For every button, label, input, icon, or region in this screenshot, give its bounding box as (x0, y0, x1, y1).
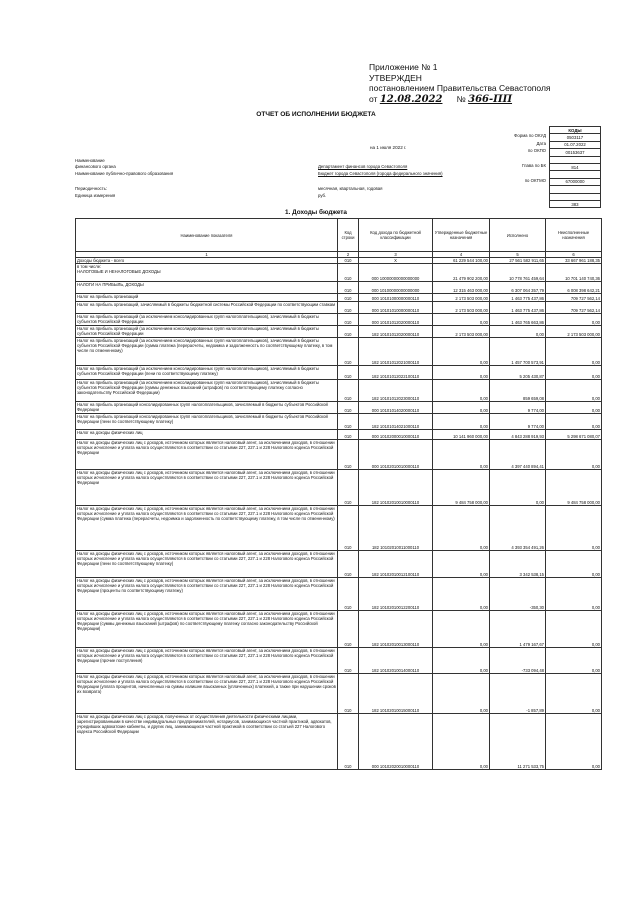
row-name: Налог на доходы физических лиц с доходов, источником которых является налоговый агент, за исключением доходов, в отношении которых исчисление и уплата налога осуществляются в соответствии со статьями 227, 227.1 и 228 Налогового кодекса Российской Федерации (проценты по соответствующему платежу) (76, 578, 338, 611)
row-kbk: 182 10102010015000110 (359, 674, 433, 714)
row-approved: 0,00 (433, 648, 490, 674)
code-value: 01.07.2022 (550, 141, 601, 148)
row-name: Налог на доходы физических лиц с доходов, источником которых является налоговый агент, за исключением доходов, в отношении которых исчисление и уплата налога осуществляются в соответствии со статьями 227, 227.1 и 228 Налогового кодекса Российской Федерации (76, 470, 338, 506)
row-unexecuted: 0,00 (546, 338, 602, 366)
table-row (76, 414, 602, 430)
row-kbk: 000 10102020010000110 (359, 714, 433, 770)
row-kbk: 182 10101012020000110 (359, 326, 433, 338)
row-code: 010 (338, 264, 359, 282)
section-title: 1. Доходы бюджета (285, 209, 347, 216)
col-number: 3 (359, 252, 433, 258)
code-label: Дата (536, 140, 546, 146)
row-name: Налог на прибыль организаций (за исключением консолидированных групп налогоплательщиков), зачисляемый в бюджеты субъектов Российской Федерации (суммы денежных взысканий (штрафов) по соответствующему платежу согласно законодательству Российской Федерации) (76, 380, 338, 402)
row-executed: -733 094,48 (490, 648, 546, 674)
row-kbk: 000 10101014020000110 (359, 402, 433, 414)
row-name: Налог на доходы физических лиц с доходов, источником которых является налоговый агент, за исключением доходов, в отношении которых исчисление и уплата налога осуществляются в соответствии со статьями 227, 227.1 и 228 Налогового кодекса Российской Федерации (уплата процентов, начисленных на суммы излишне взысканных (уплаченных) платежей, а также при нарушении сроков их возврата) (76, 674, 338, 714)
row-unexecuted: 0,00 (546, 648, 602, 674)
row-name: Налог на прибыль организаций (за исключением консолидированных групп налогоплательщиков), зачисляемый в бюджеты субъектов Российской Федерации (сумма платежа (перерасчеты, недоимка и задолженность по соответствующему платежу, в том числе по отмененному) (76, 338, 338, 366)
table-row (76, 338, 602, 366)
row-code: 010 (338, 414, 359, 430)
row-unexecuted: 0,00 (546, 506, 602, 551)
table-row (76, 674, 602, 714)
row-code: 010 (338, 648, 359, 674)
table-row (76, 326, 602, 338)
from-prefix: от (369, 93, 378, 104)
row-approved: 10 141 960 000,00 (433, 430, 490, 440)
table-row (76, 714, 602, 770)
row-code: 010 (338, 714, 359, 770)
row-name: Налог на прибыль организаций (76, 294, 338, 302)
row-code: 010 (338, 402, 359, 414)
row-unexecuted: 709 727 562,14 (546, 294, 602, 302)
col-header-kbk: Код дохода по бюджетной классификации (359, 219, 433, 252)
row-executed: 1 479 167,67 (490, 611, 546, 648)
row-approved: 0,00 (433, 611, 490, 648)
table-row (76, 440, 602, 470)
periodicity-label: Периодичность: (75, 186, 108, 191)
row-name: Доходы бюджета - всего (76, 258, 338, 264)
row-approved: 0,00 (433, 414, 490, 430)
row-name: Налог на прибыль организаций, зачисляемый в бюджеты бюджетной системы Российской Федерации по соответствующим ставкам (76, 302, 338, 314)
row-approved: 0,00 (433, 314, 490, 326)
row-code: 010 (338, 470, 359, 506)
row-unexecuted: 0,00 (546, 551, 602, 578)
approval-block (369, 62, 551, 105)
fin-org-value: Департамент финансов города Севастополя (318, 164, 408, 169)
code-value (550, 186, 601, 193)
row-executed: 5 205 430,87 (490, 366, 546, 380)
table-row (76, 402, 602, 414)
row-unexecuted: 0,00 (546, 380, 602, 402)
row-unexecuted: 10 701 140 740,36 (546, 264, 602, 282)
unit-label: Единица измерения (75, 193, 116, 198)
row-unexecuted: 5 298 671 080,07 (546, 430, 602, 440)
row-unexecuted: 0,00 (546, 714, 602, 770)
table-row (76, 551, 602, 578)
row-approved: 2 173 503 000,00 (433, 302, 490, 314)
row-executed: -350,30 (490, 578, 546, 611)
code-label: Форма по ОКУД (514, 133, 546, 139)
row-executed: 11 271 533,75 (490, 714, 546, 770)
row-name: Налог на доходы физических лиц с доходов, источником которых является налоговый агент, за исключением доходов, в отношении которых исчисление и уплата налога осуществляются в соответствии со статьями 227, 227.1 и 228 Налогового кодекса Российской Федерации (суммы денежных взысканий (штрафов) по соответствующему платежу согласно законодательству Российской Федерации) (76, 611, 338, 648)
row-unexecuted: 6 008 398 642,21 (546, 282, 602, 294)
row-unexecuted: 0,00 (546, 674, 602, 714)
row-name: Налог на доходы физических лиц с доходов, источником которых является налоговый агент, за исключением доходов, в отношении которых исчисление и уплата налога осуществляются в соответствии со статьями 227, 227.1 и 228 Налогового кодекса Российской Федерации (сумма платежа (перерасчеты, недоимка и задолженность по соответствующему платежу, в том числе по отмененному) (76, 506, 338, 551)
row-code: 010 (338, 506, 359, 551)
periodicity-value: месячная, квартальная, годовая (318, 186, 383, 191)
row-code: 010 (338, 326, 359, 338)
row-approved: 0,00 (433, 338, 490, 366)
row-code: 010 (338, 611, 359, 648)
row-unexecuted: 0,00 (546, 578, 602, 611)
table-row (76, 611, 602, 648)
table-row (76, 430, 602, 440)
row-executed: 1 457 700 573,91 (490, 338, 546, 366)
report-title: ОТЧЕТ ОБ ИСПОЛНЕНИИ БЮДЖЕТА (256, 111, 376, 118)
budget-value: Бюджет города Севастополя (города федерального значения) (318, 171, 443, 176)
code-value: 00153637 (550, 149, 601, 156)
row-approved: 61 229 544 100,00 (433, 258, 490, 264)
row-approved: 2 173 503 000,00 (433, 294, 490, 302)
row-approved: 9 484 758 000,00 (433, 470, 490, 506)
row-kbk: 182 10102010013000110 (359, 611, 433, 648)
row-kbk: 000 10100000000000000 (359, 282, 433, 294)
row-executed: 9 774,00 (490, 414, 546, 430)
code-value: 814 (550, 163, 601, 170)
row-unexecuted: 9 484 758 000,00 (546, 470, 602, 506)
row-name: Налог на доходы физических лиц с доходов, источником которых является налоговый агент, за исключением доходов, в отношении которых исчисление и уплата налога осуществляются в соответствии со статьями 227, 227.1 и 228 Налогового кодекса Российской Федерации (прочие поступления) (76, 648, 338, 674)
decree-date-line (369, 94, 551, 106)
col-header-approved: Утвержденные бюджетные назначения (433, 219, 490, 252)
number-prefix: № (456, 93, 466, 104)
row-approved: 0,00 (433, 506, 490, 551)
col-number: 6 (546, 252, 602, 258)
row-kbk: 182 10102010010000110 (359, 470, 433, 506)
col-header-executed: Исполнено (490, 219, 546, 252)
row-executed: 4 397 440 894,41 (490, 440, 546, 470)
code-label: по ОКТМО (524, 177, 546, 183)
appendix-label: Приложение № 1 (369, 62, 438, 72)
row-executed: 27 561 582 911,65 (490, 258, 546, 264)
table-row (76, 282, 602, 294)
fin-org-label-1: Наименование (75, 158, 105, 163)
table-row (76, 302, 602, 314)
income-table (75, 218, 602, 770)
row-code: 010 (338, 338, 359, 366)
row-kbk: 182 10101014021000110 (359, 414, 433, 430)
row-name: Налог на прибыль организаций (за исключением консолидированных групп налогоплательщиков), зачисляемый в бюджеты субъектов Российской Федерации (76, 314, 338, 326)
code-value: 0503117 (550, 134, 601, 141)
row-executed: 1 463 765 663,86 (490, 314, 546, 326)
row-name: Налог на прибыль организаций (за исключением консолидированных групп налогоплательщиков), зачисляемый в бюджеты субъектов Российской Федерации (76, 326, 338, 338)
row-approved: 0,00 (433, 551, 490, 578)
col-number: 5 (490, 252, 546, 258)
budget-label: Наименование публично-правового образования (75, 171, 174, 176)
row-approved: 0,00 (433, 440, 490, 470)
row-name: Налог на доходы физических лиц с доходов, источником которых является налоговый агент, за исключением доходов, в отношении которых исчисление и уплата налога осуществляются в соответствии со статьями 227, 227.1 и 228 Налогового кодекса Российской Федерации (76, 440, 338, 470)
approved-label: УТВЕРЖДЕН (369, 72, 422, 83)
table-row (76, 648, 602, 674)
table-row (76, 506, 602, 551)
row-approved: 0,00 (433, 674, 490, 714)
row-executed: 4 843 288 919,93 (490, 430, 546, 440)
row-name: НАЛОГИ НА ПРИБЫЛЬ, ДОХОДЫ (76, 282, 338, 294)
table-row (76, 578, 602, 611)
row-name: Налог на доходы физических лиц (76, 430, 338, 440)
row-executed: 9 774,00 (490, 402, 546, 414)
row-executed: 6 307 064 357,79 (490, 282, 546, 294)
row-approved: 21 479 902 200,00 (433, 264, 490, 282)
row-unexecuted: 0,00 (546, 402, 602, 414)
decree-date: 12.08.2022 (379, 93, 443, 105)
table-row (76, 294, 602, 302)
row-executed: 4 393 354 491,26 (490, 506, 546, 551)
row-name: в том числе: НАЛОГОВЫЕ И НЕНАЛОГОВЫЕ ДОХОДЫ (76, 264, 338, 282)
code-value: 383 (550, 200, 601, 207)
row-approved: 0,00 (433, 714, 490, 770)
row-unexecuted: 0,00 (546, 314, 602, 326)
row-kbk: X (359, 258, 433, 264)
row-executed: 0,00 (490, 326, 546, 338)
row-code: 010 (338, 282, 359, 294)
report-date: на 1 июля 2022 г. (370, 145, 407, 150)
row-name: Налог на доходы физических лиц с доходов, источником которых является налоговый агент, за исключением доходов, в отношении которых исчисление и уплата налога осуществляются в соответствии со статьями 227, 227.1 и 228 Налогового кодекса Российской Федерации (пени по соответствующему платежу) (76, 551, 338, 578)
row-executed: 1 463 775 437,86 (490, 302, 546, 314)
code-value (550, 193, 601, 200)
row-code: 010 (338, 314, 359, 326)
row-executed: 859 659,08 (490, 380, 546, 402)
row-kbk: 000 10101010000000110 (359, 302, 433, 314)
row-code: 010 (338, 674, 359, 714)
fin-org-label-2: финансового органа (75, 164, 116, 169)
row-code: 010 (338, 294, 359, 302)
row-approved: 0,00 (433, 380, 490, 402)
row-kbk: 182 10101012023000110 (359, 380, 433, 402)
row-code: 010 (338, 551, 359, 578)
row-kbk: 182 10102010012100110 (359, 551, 433, 578)
codes-header: КОДЫ (550, 127, 601, 134)
code-label: по ОКПО (527, 148, 546, 154)
row-name: Налог на доходы физических лиц с доходов, полученных от осуществления деятельности физическими лицами, зарегистрированными в качестве индивидуальных предпринимателей, нотариусов, занимающихся частной практикой, адвокатов, учредивших адвокатские кабинеты, и других лиц, занимающихся частной практикой в соответствии со статьей 227 Налогового кодекса Российской Федерации (76, 714, 338, 770)
row-executed: 10 778 761 459,64 (490, 264, 546, 282)
table-row (76, 380, 602, 402)
row-name: Налог на прибыль организаций консолидированных групп налогоплательщиков, зачисляемый в бюджеты субъектов Российской Федерации (пени по соответствующему платежу) (76, 414, 338, 430)
row-name: Налог на прибыль организаций (за исключением консолидированных групп налогоплательщиков), зачисляемый в бюджеты субъектов Российской Федерации (пени по соответствующему платежу) (76, 366, 338, 380)
row-kbk: 000 10101012020000110 (359, 314, 433, 326)
code-value (550, 171, 601, 178)
col-header-unexecuted: Неисполненные назначения (546, 219, 602, 252)
row-code: 010 (338, 380, 359, 402)
row-kbk: 182 10101012021000110 (359, 338, 433, 366)
row-unexecuted: 0,00 (546, 440, 602, 470)
row-code: 010 (338, 366, 359, 380)
code-value (550, 156, 601, 163)
unit-value: руб. (318, 193, 327, 198)
row-kbk: 000 10101000000000110 (359, 294, 433, 302)
row-executed: 1 463 775 437,86 (490, 294, 546, 302)
row-code: 010 (338, 440, 359, 470)
row-unexecuted: 0,00 (546, 611, 602, 648)
row-name: Налог на прибыль организаций консолидированных групп налогоплательщиков, зачисляемый в бюджеты субъектов Российской Федерации (76, 402, 338, 414)
row-executed: 0,00 (490, 470, 546, 506)
decree-number: 366-ПП (468, 93, 513, 105)
table-row (76, 314, 602, 326)
row-code: 010 (338, 302, 359, 314)
row-kbk: 000 10102000010000110 (359, 430, 433, 440)
row-unexecuted: 33 667 961 188,35 (546, 258, 602, 264)
table-header-row (76, 219, 602, 252)
col-number: 2 (338, 252, 359, 258)
row-kbk: 182 10102010014000110 (359, 648, 433, 674)
row-unexecuted: 0,00 (546, 366, 602, 380)
row-code: 010 (338, 578, 359, 611)
table-row (76, 264, 602, 282)
row-unexecuted: 2 173 503 000,00 (546, 326, 602, 338)
code-label: Глава по БК (521, 163, 546, 168)
row-executed: -1 857,89 (490, 674, 546, 714)
table-row (76, 366, 602, 380)
col-header-code: Код строки (338, 219, 359, 252)
row-kbk: 000 10102010010000110 (359, 440, 433, 470)
col-header-name: Наименование показателя (76, 219, 338, 252)
row-approved: 12 315 463 000,00 (433, 282, 490, 294)
row-executed: 3 342 538,15 (490, 551, 546, 578)
table-row (76, 470, 602, 506)
decree-label: постановлением Правительства Севастополя (369, 83, 551, 93)
col-number: 1 (76, 252, 338, 258)
row-kbk: 000 10000000000000000 (359, 264, 433, 282)
col-number: 4 (433, 252, 490, 258)
codes-table (549, 126, 601, 208)
row-approved: 2 173 503 000,00 (433, 326, 490, 338)
code-value: 67000000 (550, 178, 601, 185)
row-code: 010 (338, 258, 359, 264)
row-code: 010 (338, 430, 359, 440)
row-kbk: 182 10102010012200110 (359, 578, 433, 611)
row-approved: 0,00 (433, 402, 490, 414)
row-kbk: 182 10102010011000110 (359, 506, 433, 551)
row-unexecuted: 709 727 562,14 (546, 302, 602, 314)
row-approved: 0,00 (433, 366, 490, 380)
row-approved: 0,00 (433, 578, 490, 611)
row-unexecuted: 0,00 (546, 414, 602, 430)
row-kbk: 182 10101012022100110 (359, 366, 433, 380)
